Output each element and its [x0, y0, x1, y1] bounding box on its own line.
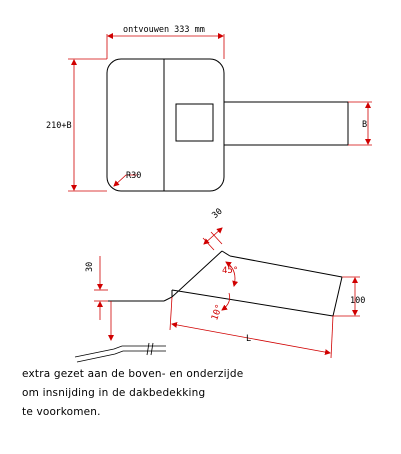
angle-45-label: 45°: [222, 266, 239, 276]
radius-label: R30: [126, 171, 142, 181]
detail-sketch: [75, 343, 166, 362]
fold-label: 30: [210, 206, 225, 221]
left-height-label: 30: [85, 261, 95, 272]
right-end: [333, 277, 342, 316]
top-view: [46, 25, 372, 191]
body-outline: [107, 59, 224, 191]
angle-10-label: 10°: [210, 303, 226, 322]
note-line-3: te voorkomen.: [22, 406, 101, 418]
explanatory-note: [22, 365, 322, 422]
side-view: [75, 207, 365, 362]
end-height-label: 100: [350, 296, 366, 306]
height-label: 210+B: [46, 121, 72, 131]
top-fold: [222, 251, 230, 256]
inner-square: [176, 104, 213, 141]
flange-outline: [224, 102, 348, 145]
length-label: L: [246, 334, 252, 344]
note-line-1: extra gezet aan de boven- en onderzijde: [22, 368, 244, 380]
b-label: B: [362, 120, 368, 130]
note-line-2: om insnijding in de dakbedekking: [22, 387, 206, 399]
lower-edge: [172, 290, 333, 316]
width-label: ontvouwen 333 mm: [123, 25, 205, 35]
upper-edge: [230, 256, 342, 277]
